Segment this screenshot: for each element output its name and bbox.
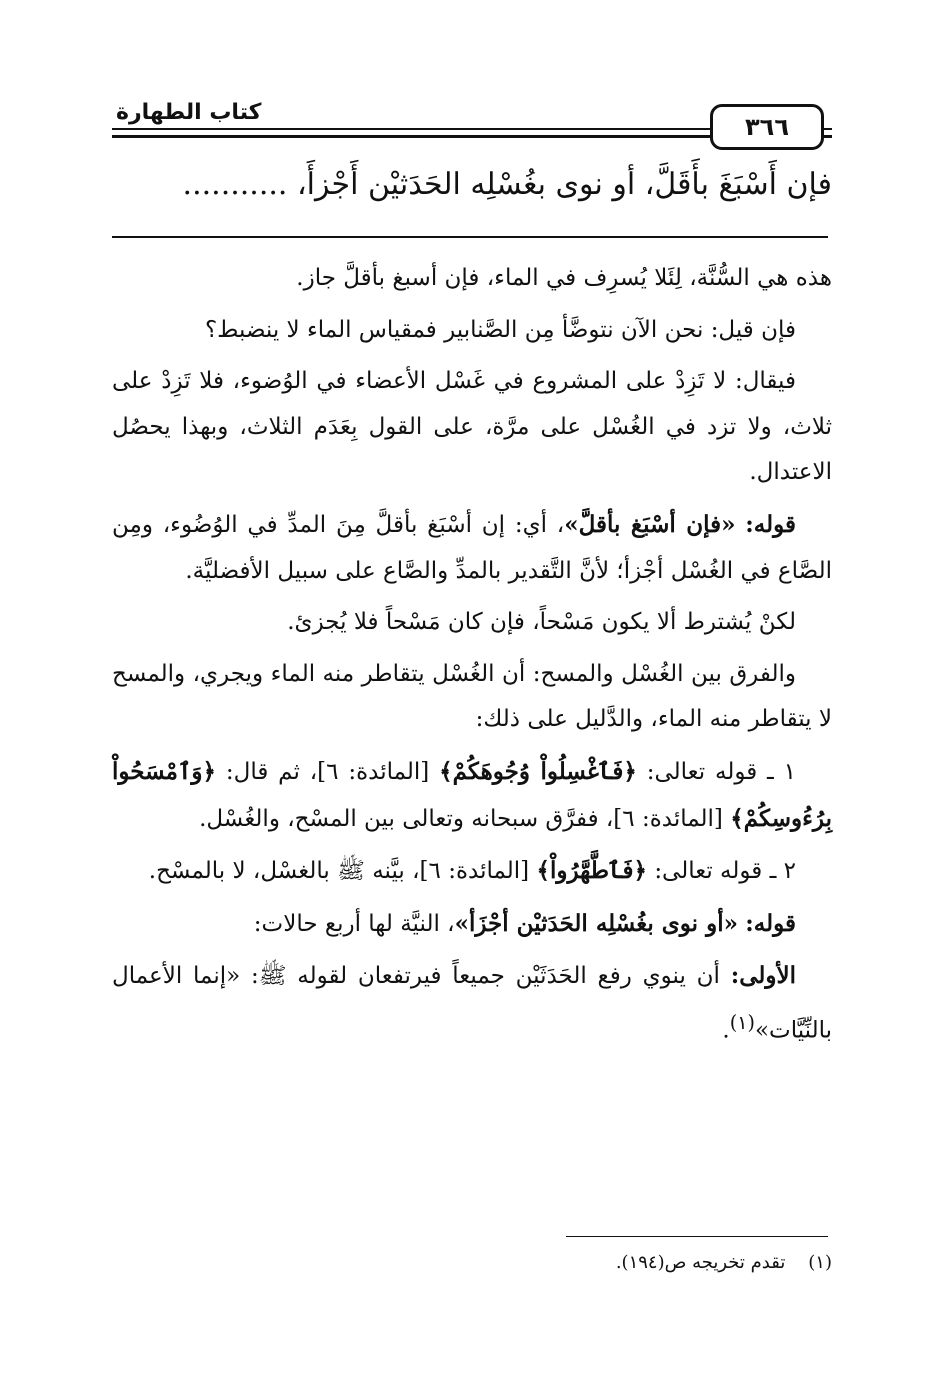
paragraph <box>112 953 832 1054</box>
list-prefix: ٢ ـ قوله تعالى: <box>654 858 796 885</box>
matn-divider <box>112 236 828 238</box>
quran-ayah: ﴿فَٱغْسِلُواْ وُجُوهَكُمْ﴾ <box>439 757 637 785</box>
quran-ayah: ﴿فَٱطَّهَّرُواْ﴾ <box>536 857 647 885</box>
footnote-marker[interactable]: (١) <box>729 1010 755 1034</box>
ayah-reference: [المائدة: ٦]، ثم قال: <box>225 758 430 785</box>
ayah-reference: [المائدة: ٦]، ففرَّق سبحانه وتعالى بين المسْح، والغُسْل. <box>199 805 723 832</box>
paragraph <box>112 848 832 895</box>
paragraph-text: أن ينوي رفع الحَدَثَيْن جميعاً فيرتفعان لقوله ﷺ: «إنما الأعمال بالنِّيَّات» <box>112 963 832 1044</box>
footnote-text: تقدم تخريجه ص(١٩٤). <box>615 1252 786 1273</box>
page-header <box>112 98 832 148</box>
ayah-reference: [المائدة: ٦]، بيَّنه ﷺ بالغسْل، لا بالمسْح. <box>148 858 530 885</box>
paragraph <box>112 901 832 948</box>
paragraph: والفرق بين الغُسْل والمسح: أن الغُسْل يتقاطر منه الماء ويجري، والمسح لا يتقاطر منه الماء، والدَّليل على ذلك: <box>112 660 832 733</box>
qawluhu-label: قوله: <box>745 909 796 937</box>
footnote-number: (١) <box>808 1252 832 1273</box>
paragraph: لكنْ يُشترط ألا يكون مَسْحاً، فإن كان مَسْحاً فلا يُجزئ. <box>287 609 796 636</box>
page-number: ٣٦٦ <box>710 104 824 150</box>
matn-quote: «أو نوى بغُسْلِه الحَدَثيْن أجْزَأ» <box>454 909 738 937</box>
matn-line: فإن أَسْبَغَ بأَقَلَّ، أو نوى بغُسْلِه الحَدَثيْن أَجْزأَ، ........... <box>182 167 832 202</box>
list-prefix: ١ ـ قوله تعالى: <box>646 758 796 785</box>
footnote-divider <box>566 1236 828 1237</box>
footnote <box>112 1248 832 1278</box>
paragraph-text: ، أي: إن أسْبَغ بأقلَّ مِنَ المدِّ في الوُضُوء، ومِن الصَّاع في الغُسْل أجْزأ؛ لأنَّ التَّقدير بالمدِّ والصَّاع على سبيل الأفضليَّة. <box>112 511 832 584</box>
qawluhu-label: قوله: <box>745 510 797 538</box>
paragraph: فإن قيل: نحن الآن نتوضَّأ مِن الصَّنابير فمقياس الماء لا ينضبط؟ <box>204 316 796 343</box>
case-label: الأولى: <box>730 962 797 990</box>
commentary-body <box>112 256 832 1060</box>
paragraph-text: ، النيَّة لها أربع حالات: <box>253 910 455 937</box>
paragraph <box>112 749 832 842</box>
paragraph: هذه هي السُّنَّة، لِئَلا يُسرِف في الماء، فإن أسبغ بأقلَّ جاز. <box>296 265 832 291</box>
quran-ayah: ﴿وَٱمْسَحُواْ بِرُءُوسِكُمْ﴾ <box>112 757 832 832</box>
paragraph: فيقال: لا تَزِدْ على المشروع في غَسْل الأعضاء في الوُضوء، فلا تَزِدْ على ثلاث، ولا تزد في الغُسْل على مرَّة، على القول بِعَدَم الثلاث، وبهذا يحصُل الاعتدال. <box>112 368 832 486</box>
matn-quote: «فإن أسْبَغ بأقلَّ» <box>564 510 736 538</box>
paragraph <box>112 502 832 594</box>
paragraph-end: . <box>722 1017 730 1044</box>
book-title: كتاب الطهارة <box>112 98 269 128</box>
